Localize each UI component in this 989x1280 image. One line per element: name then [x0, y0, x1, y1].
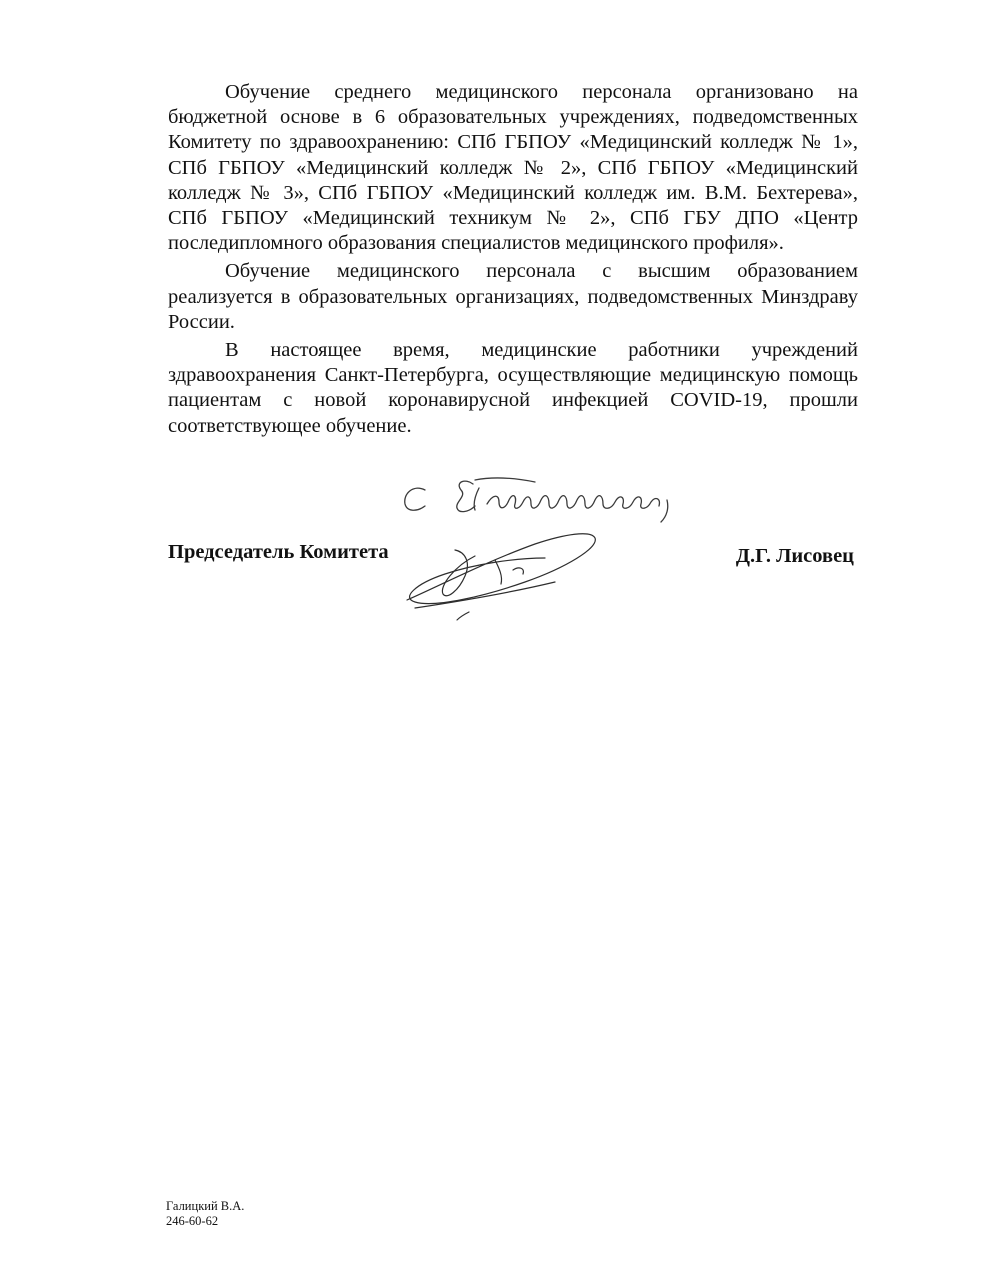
signer-name: Д.Г. Лисовец [735, 545, 854, 567]
paragraph-2: Обучение медицинского персонала с высшим образованием реализуется в образовательных организациях, подведомственных Минздраву России. [168, 260, 858, 333]
signature [395, 522, 605, 627]
executor-phone: 246-60-62 [166, 1214, 219, 1228]
executor-footer [166, 1199, 244, 1229]
executor-name: Галицкий В.А. [166, 1199, 245, 1213]
paragraph-3: В настоящее время, медицинские работники учреждений здравоохранения Санкт-Петербурга, осуществляющие медицинскую помощь пациентам с новой коронавирусной инфекцией COVID-19, прошли соответствующее обучение. [168, 339, 858, 437]
paragraph-1: Обучение среднего медицинского персонала организовано на бюджетной основе в 6 образовательных учреждениях, подведомственных Комитету по здравоохранению: СПб ГБПОУ «Медицинский колледж № 1», СПб ГБПОУ «Медицинский колледж № 2», СПб ГБПОУ «Медицинский колледж № 3», СПб ГБПОУ «Медицинский колледж им. В.М. Бехтерева», СПб ГБПОУ «Медицинский техникум № 2», СПб ГБУ ДПО «Центр последипломного образования специалистов медицинского профиля». [168, 81, 858, 255]
handwritten-closing [395, 470, 705, 530]
letter-body [168, 80, 858, 442]
signer-position: Председатель Комитета [168, 541, 389, 563]
